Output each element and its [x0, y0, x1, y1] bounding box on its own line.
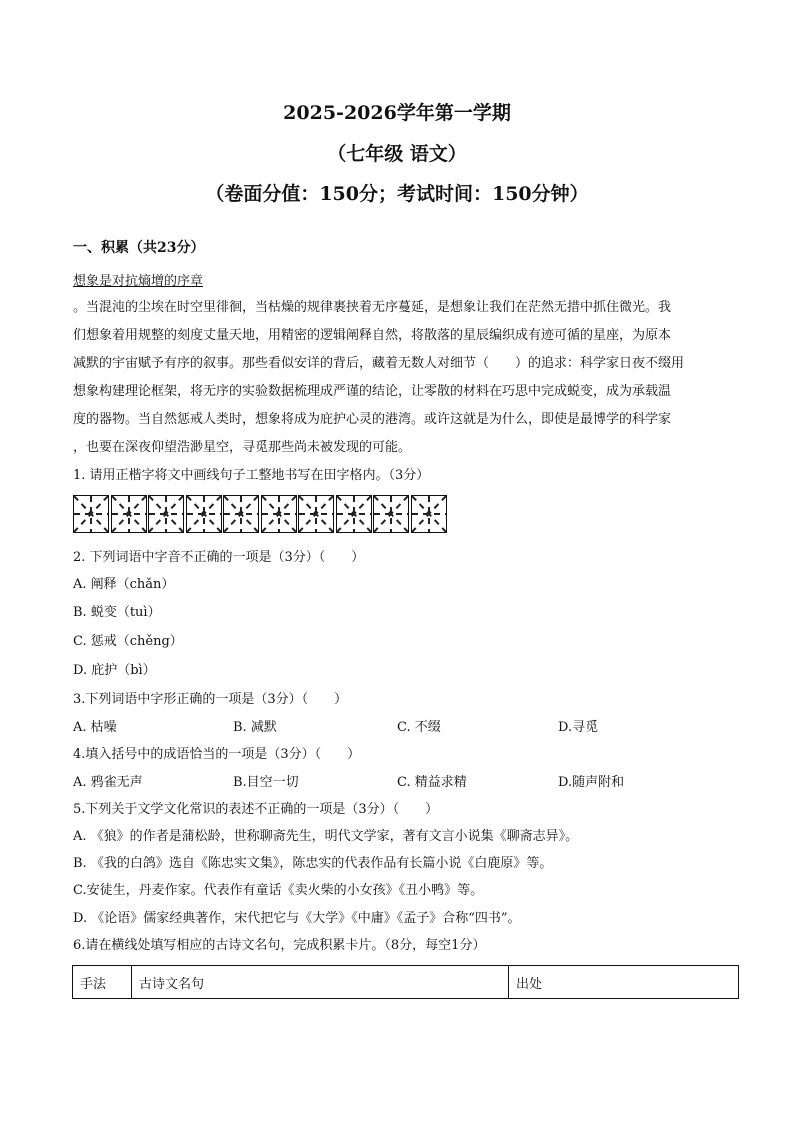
tianzige-cell[interactable]: [373, 495, 409, 533]
passage: [73, 294, 723, 462]
passage-line: 度的器物。当自然惩戒人类时，想象将成为庇护心灵的港湾。或许这就是为什么，即使是最博学的科学家: [73, 412, 672, 427]
q4-option-b: B.目空一切: [233, 775, 299, 790]
exam-info: （卷面分值：150分；考试时间：150分钟）: [205, 183, 589, 205]
tianzige-cell[interactable]: [261, 495, 297, 533]
header-technique: 手法: [73, 966, 132, 999]
passage-line: 减默的宇宙赋予有序的叙事。那些看似安详的背后，藏着无数人对细节（ ）的追求：科学家日夜不缀用: [73, 356, 685, 371]
tianzige-cell[interactable]: [223, 495, 259, 533]
q2-option-d: D. 庇护（bì）: [73, 663, 156, 678]
exam-title: 2025-2026学年第一学期: [283, 102, 511, 124]
passage-line: ，也要在深夜仰望浩渺星空，寻觅那些尚未被发现的可能。: [73, 440, 412, 455]
tianzige-grid[interactable]: [73, 495, 448, 533]
q4-option-c: C. 精益求精: [397, 775, 467, 790]
accumulation-card-table: [72, 965, 739, 999]
header-source: 出处: [509, 966, 739, 999]
q3-option-a: A. 枯噪: [73, 720, 117, 735]
tianzige-cell[interactable]: [298, 495, 334, 533]
q3-option-d: D.寻觅: [558, 720, 599, 735]
section-heading: 一、积累（共23分）: [73, 240, 205, 256]
q4-option-d: D.随声附和: [558, 775, 625, 790]
q5-option-b: B. 《我的白鸽》选自《陈忠实文集》，陈忠实的代表作品有长篇小说《白鹿原》等。: [73, 856, 553, 871]
question-2: 2. 下列词语中字音不正确的一项是（3分）（ ）: [73, 550, 365, 565]
tianzige-cell[interactable]: [411, 495, 447, 533]
q4-option-a: A. 鸦雀无声: [73, 775, 143, 790]
table-header-row: [73, 966, 739, 999]
tianzige-cell[interactable]: [336, 495, 372, 533]
passage-line: 想象构建理论框架，将无序的实验数据梳理成严谨的结论，让零散的材料在巧思中完成蜕变，成为承载温: [73, 384, 672, 399]
q3-option-b: B. 减默: [233, 720, 277, 735]
tianzige-cell[interactable]: [186, 495, 222, 533]
q3-option-c: C. 不缀: [397, 720, 441, 735]
q2-option-a: A. 阐释（chǎn）: [73, 577, 175, 592]
q5-option-a: A. 《狼》的作者是蒲松龄，世称聊斋先生，明代文学家，著有文言小说集《聊斋志异》。: [73, 829, 579, 844]
passage-line: 们想象着用规整的刻度丈量天地，用精密的逻辑阐释自然，将散落的星辰编织成有迹可循的星座，为原本: [73, 328, 672, 343]
passage-line: 。当混沌的尘埃在时空里徘徊，当枯燥的规律裹挟着无序蔓延，是想象让我们在茫然无措中抓住微光。我: [73, 300, 672, 315]
tianzige-cell[interactable]: [111, 495, 147, 533]
q2-option-b: B. 蜕变（tuì）: [73, 605, 161, 620]
tianzige-cell[interactable]: [148, 495, 184, 533]
exam-subtitle: （七年级 语文）: [327, 143, 467, 165]
header-verse: 古诗文名句: [132, 966, 509, 999]
question-3: 3.下列词语中字形正确的一项是（3分）（ ）: [73, 692, 348, 707]
q5-option-c: C.安徒生，丹麦作家。代表作有童话《卖火柴的小女孩》《丑小鸭》等。: [73, 883, 484, 898]
question-5: 5.下列关于文学文化常识的表述不正确的一项是（3分）（ ）: [73, 802, 439, 817]
question-6: 6.请在横线处填写相应的古诗文名句，完成积累卡片。（8分，每空1分）: [73, 938, 486, 953]
q5-option-d: D. 《论语》儒家经典著作，宋代把它与《大学》《中庸》《孟子》合称“四书”。: [73, 911, 521, 926]
q2-option-c: C. 惩戒（chěng）: [73, 634, 183, 649]
question-1: 1. 请用正楷字将文中画线句子工整地书写在田字格内。（3分）: [73, 468, 430, 483]
question-4: 4.填入括号中的成语恰当的一项是（3分）（ ）: [73, 747, 361, 762]
passage-title: 想象是对抗熵增的序章: [73, 274, 204, 289]
tianzige-cell[interactable]: [73, 495, 109, 533]
